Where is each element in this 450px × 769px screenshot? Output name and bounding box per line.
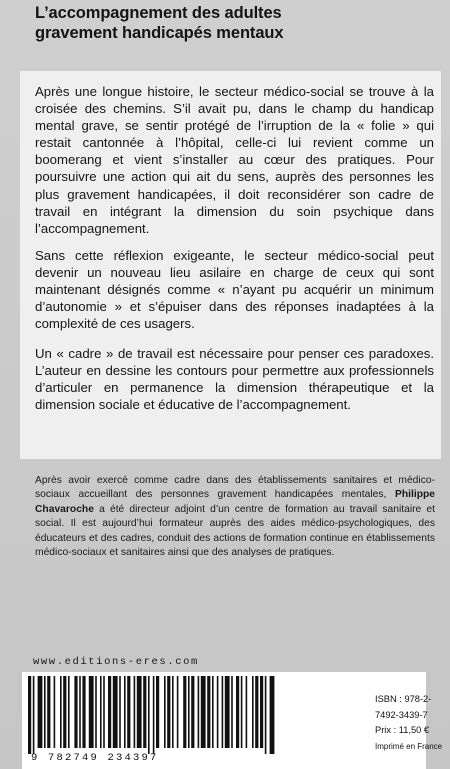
- barcode-bar: [167, 676, 170, 748]
- barcode-bar: [252, 676, 254, 748]
- isbn-info: [375, 692, 450, 754]
- author-bio: [35, 474, 435, 560]
- barcode-bar: [265, 676, 267, 754]
- barcode-bar: [164, 676, 166, 748]
- summary-paragraph-2: Sans cette réflexion exigeante, le secteur médico-social peut devenir un nouveau lieu asilaire en charge de ceux qui sont maintenant désignés comme « n’ayant pu acquérir un minimum d’autonomie » et s’épuiser dans des réponses inadaptées à la complexité de ces usagers.: [35, 248, 434, 332]
- barcode-bar: [246, 676, 248, 748]
- barcode-bar: [79, 676, 81, 748]
- barcode-bar: [108, 676, 111, 748]
- barcode-bar: [137, 676, 142, 748]
- barcode-bar: [188, 676, 190, 748]
- barcode-bar: [134, 676, 136, 748]
- barcode: [28, 676, 364, 754]
- barcode-bar: [119, 676, 121, 748]
- barcode-bar: [100, 676, 102, 748]
- barcode-bar: [212, 676, 214, 748]
- price: Prix : 11,50 €: [375, 725, 430, 735]
- barcode-bar: [148, 676, 150, 754]
- barcode-bar: [63, 676, 66, 748]
- printed-in: Imprimé en France: [375, 741, 443, 751]
- barcode-bars: [28, 676, 364, 754]
- book-title: [35, 3, 435, 43]
- barcode-bar: [38, 676, 43, 748]
- barcode-bar: [33, 676, 35, 754]
- barcode-bar: [172, 676, 174, 748]
- barcode-bar: [28, 676, 31, 754]
- summary-paragraph-1: Après une longue histoire, le secteur médico-social se trouve à la croisée des chemins. S’il avait pu, dans le champ du handicap mental grave, se sentir protégé de l’irruption de la « folie » qui restait cantonnée à l’hôpital, celle-ci lui revient comme un boomerang et vient s’installer au cœur des pratiques. Pour poursuivre une action qui ait du sens, auprès des personnes les plus gravement handicapées, il doit reconsidérer son cadre de travail en intégrant la dimension du soin psychique dans l’accompagnement.: [35, 84, 434, 236]
- barcode-bar: [44, 676, 46, 748]
- barcode-bar: [225, 676, 230, 748]
- barcode-bar: [95, 676, 97, 748]
- isbn-number: ISBN : 978-2-7492-3439-7: [375, 694, 432, 720]
- barcode-bar: [143, 676, 146, 748]
- bio-rest: a été directeur adjoint d’un centre de formation au travail sanitaire et social. Il est aujourd’hui formateur auprès des aides médico-psychologiques, des éducateurs et des cadres, conduit des actions de formation continue en établissements médico-sociaux et sanitaires ainsi que des analyses de pratiques.: [35, 503, 435, 559]
- barcode-bar: [231, 676, 233, 748]
- barcode-bar: [177, 676, 179, 748]
- barcode-bar: [153, 676, 155, 754]
- barcode-bar: [89, 676, 94, 748]
- summary-paragraph-3: Un « cadre » de travail est nécessaire pour penser ces paradoxes. L’auteur en dessine les contours pour permettre aux professionnels d’articuler en permanence la dimension thérapeutique et la dimension sociale et éducative de l’accompagnement.: [35, 346, 434, 413]
- barcode-bar: [260, 676, 263, 748]
- barcode-bar: [217, 676, 219, 748]
- barcode-bar: [103, 676, 105, 748]
- barcode-bar: [191, 676, 194, 748]
- barcode-bar: [60, 676, 62, 748]
- barcode-bar: [74, 676, 77, 748]
- barcode-bar: [183, 676, 186, 748]
- barcode-bar: [198, 676, 200, 748]
- barcode-bar: [47, 676, 50, 748]
- barcode-bar: [236, 676, 239, 748]
- barcode-bar: [113, 676, 118, 748]
- publisher-website: www.editions-eres.com: [33, 656, 199, 668]
- author-name: Philippe Chavaroche: [35, 489, 435, 515]
- barcode-digits: 9 782749 234397: [31, 752, 159, 764]
- barcode-bar: [124, 676, 126, 748]
- barcode-bar: [222, 676, 224, 748]
- title-line-2: gravement handicapés mentaux: [35, 24, 284, 42]
- barcode-bar: [82, 676, 85, 748]
- barcode-bar: [270, 676, 275, 754]
- barcode-bar: [207, 676, 210, 748]
- bio-intro: Après avoir exercé comme cadre dans des établissements sanitaires et médico-sociaux accueillant des personnes gravement handicapées mentales,: [35, 475, 435, 501]
- barcode-bar: [127, 676, 130, 748]
- barcode-bar: [156, 676, 159, 748]
- barcode-bar: [201, 676, 206, 748]
- barcode-bar: [255, 676, 258, 748]
- barcode-bar: [241, 676, 243, 748]
- barcode-bar: [54, 676, 56, 748]
- title-line-1: L’accompagnement des adultes: [35, 4, 282, 22]
- barcode-bar: [68, 676, 70, 748]
